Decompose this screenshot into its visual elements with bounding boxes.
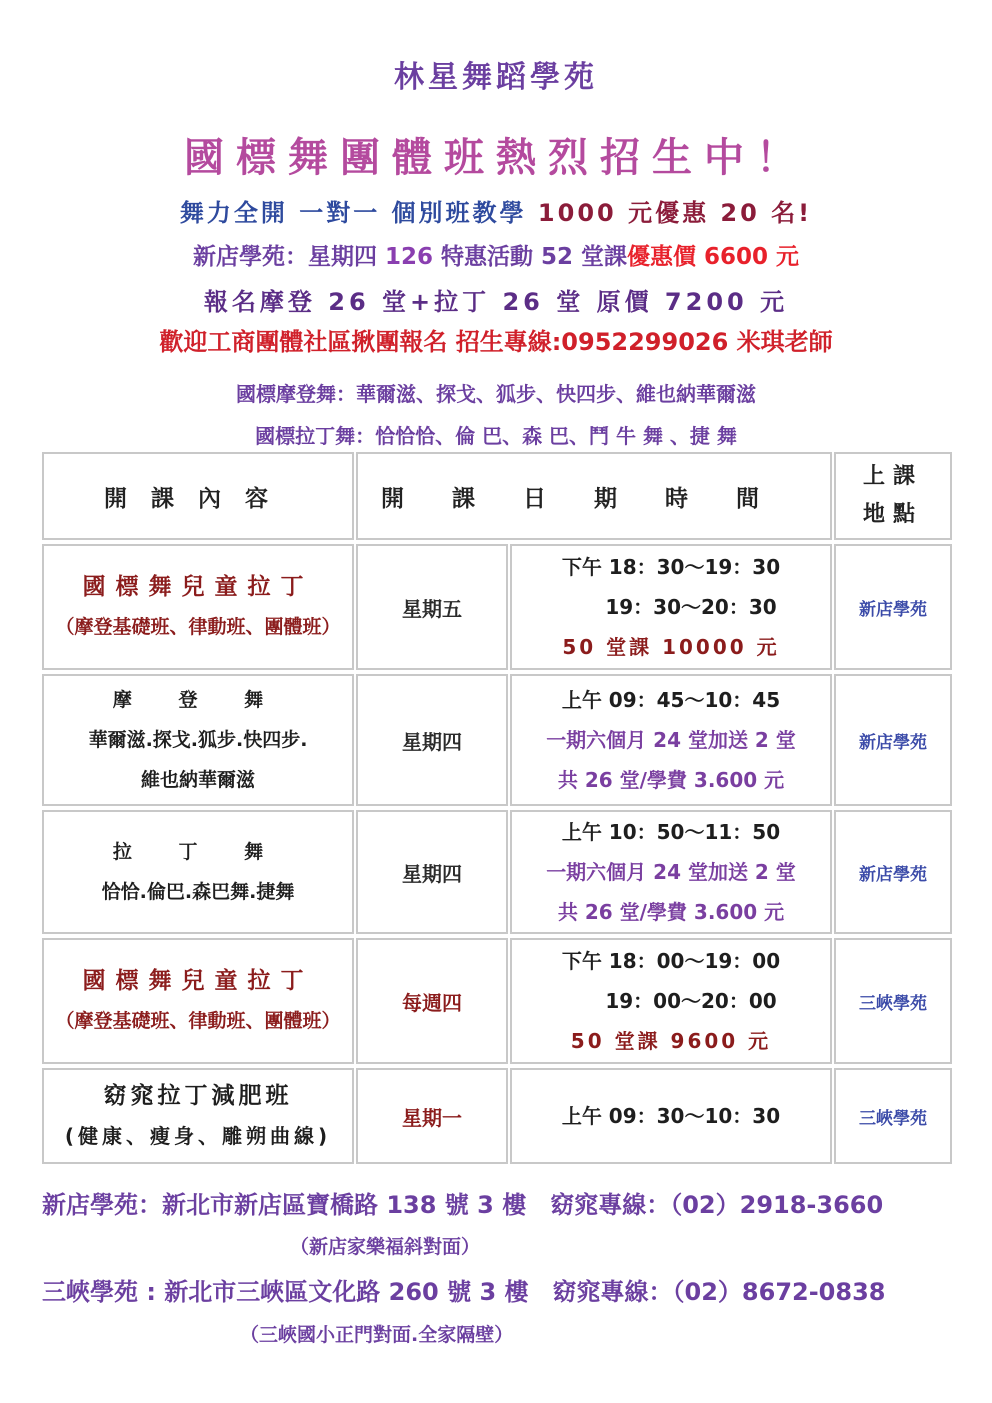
row4-location: 三峽學苑	[834, 938, 952, 1064]
promo2-text-c: 特惠活動 52 堂課	[432, 244, 628, 270]
header-location	[834, 452, 952, 540]
row1-day: 星期五	[356, 544, 508, 670]
promo2-number: 126	[384, 244, 433, 270]
row4-time-1: 下午 18：00～19：00	[561, 949, 781, 973]
row1-location: 新店學苑	[834, 544, 952, 670]
row4-price: 50 堂課 9600 元	[570, 1029, 772, 1053]
row3-time-2: 一期六個月 24 堂加送 2 堂	[546, 860, 796, 884]
header-location-line1: 上課	[862, 464, 923, 489]
row5-day: 星期一	[356, 1068, 508, 1164]
row3-time	[510, 810, 832, 934]
row4-time-2: 19：00～20：00	[605, 989, 777, 1013]
row4-time	[510, 938, 832, 1064]
row2-time-1: 上午 09：45～10：45	[561, 688, 781, 712]
row1-time-2: 19：30～20：30	[605, 595, 777, 619]
xindian-address-note: （新店家樂福斜對面）	[290, 1236, 481, 1258]
row5-time	[510, 1068, 832, 1164]
course-schedule-table	[42, 452, 952, 1164]
row3-location: 新店學苑	[834, 810, 952, 934]
row2-time-3: 共 26 堂/學費 3.600 元	[557, 768, 785, 792]
row2-time	[510, 674, 832, 806]
original-price-line: 報名摩登 26 堂+拉丁 26 堂 原價 7200 元	[203, 288, 789, 316]
row5-course-title: 窈窕拉丁減肥班	[103, 1083, 293, 1109]
sanxia-address-note: （三峽國小正門對面.全家隔壁）	[240, 1324, 514, 1346]
row2-time-2: 一期六個月 24 堂加送 2 堂	[546, 728, 796, 752]
row1-price: 50 堂課 10000 元	[562, 635, 780, 659]
row1-time	[510, 544, 832, 670]
modern-dance-list: 國標摩登舞：華爾滋、探戈、狐步、快四步、維也納華爾滋	[236, 382, 756, 406]
promo1-price: 1000 元優惠 20 名!	[537, 199, 813, 227]
row3-time-1: 上午 10：50～11：50	[561, 820, 781, 844]
row2-course-title: 摩 登 舞	[112, 689, 284, 711]
row2-day: 星期四	[356, 674, 508, 806]
row3-course-title: 拉 丁 舞	[112, 841, 284, 863]
row4-day: 每週四	[356, 938, 508, 1064]
group-signup-hotline: 歡迎工商團體社區揪團報名 招生專線:0952299026 米琪老師	[159, 328, 833, 356]
row3-course-sub: 恰恰.倫巴.森巴舞.捷舞	[101, 881, 295, 903]
promo1-text: 舞力全開 一對一 個別班教學	[179, 199, 538, 227]
xindian-special-promo	[0, 238, 992, 271]
row1-course-title: 國標舞兒童拉丁	[82, 574, 314, 600]
row4-course-title: 國標舞兒童拉丁	[82, 968, 314, 994]
row1-course	[42, 544, 354, 670]
row5-course	[42, 1068, 354, 1164]
row5-location: 三峽學苑	[834, 1068, 952, 1164]
enrollment-headline: 國標舞團體班熱烈招生中！	[184, 135, 808, 181]
row1-course-sub: （摩登基礎班、律動班、團體班）	[55, 616, 341, 638]
row1-time-1: 下午 18：30～19：30	[561, 555, 781, 579]
row2-course-sub2: 維也納華爾滋	[140, 769, 255, 791]
row3-course	[42, 810, 354, 934]
row2-course-sub1: 華爾滋.探戈.狐步.快四步.	[88, 729, 308, 751]
promo2-text-a: 新店學苑：星期四	[192, 244, 385, 270]
promo2-price: 優惠價 6600 元	[627, 244, 800, 270]
sanxia-address: 三峽學苑 : 新北市三峽區文化路 260 號 3 樓 窈窕專線：（02）8672-0838	[42, 1278, 886, 1306]
row3-time-3: 共 26 堂/學費 3.600 元	[557, 900, 785, 924]
xindian-address: 新店學苑：新北市新店區寶橋路 138 號 3 樓 窈窕專線：（02）2918-3660	[42, 1191, 884, 1219]
school-title: 林星舞蹈學苑	[394, 60, 598, 95]
row5-time-1: 上午 09：30～10：30	[561, 1104, 781, 1128]
header-schedule: 開課日期時間	[356, 452, 832, 540]
row3-day: 星期四	[356, 810, 508, 934]
row2-location: 新店學苑	[834, 674, 952, 806]
row2-course	[42, 674, 354, 806]
row5-course-sub: (健康、瘦身、雕朔曲線)	[64, 1124, 332, 1148]
row4-course-sub: （摩登基礎班、律動班、團體班）	[55, 1010, 341, 1032]
header-location-line2: 地點	[862, 502, 923, 527]
private-lesson-promo	[0, 193, 992, 228]
row4-course	[42, 938, 354, 1064]
header-content: 開課內容	[42, 452, 354, 540]
latin-dance-list: 國標拉丁舞：恰恰恰、倫 巴、森 巴、鬥 牛 舞 、捷 舞	[255, 424, 737, 448]
